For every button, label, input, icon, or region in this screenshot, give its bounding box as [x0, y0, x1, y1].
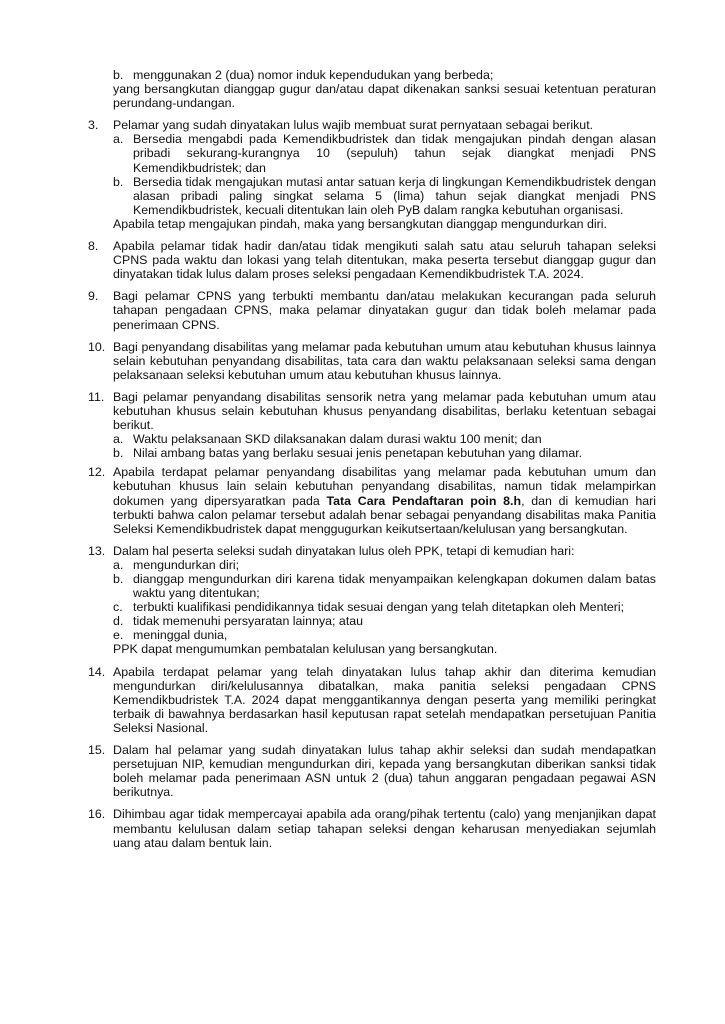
sub-item-text: meninggal dunia,	[133, 628, 228, 643]
sub-item-text: Bersedia tidak mengajukan mutasi antar satuan kerja di lingkungan Kemendikbudristek dengan alasan pribadi paling singkat selama 5 (lima) tahun sejak diangkat menjadi PNS Kemendikbudristek, kecuali ditentukan lain oleh PyB dalam rangka kebutuhan organisasi.	[133, 174, 656, 217]
item-text	[113, 465, 656, 535]
sub-item-text: menggunakan 2 (dua) nomor induk kependudukan yang berbeda;	[133, 68, 494, 82]
sub-item-text: Bersedia mengabdi pada Kemendikbudristek dan tidak mengajukan pindah dengan alasan pribadi sekurang-kurangnya 10 (sepuluh) tahun sejak diangkat menjadi PNS Kemendikbudristek; dan	[133, 132, 656, 175]
item-text: Dalam hal pelamar yang sudah dinyatakan lulus tahap akhir seleksi dan sudah mendapatkan persetujuan NIP, kemudian mengundurkan diri, kepada yang bersangkutan diberikan sanksi tidak boleh melamar pada penerimaan ASN untuk 2 (dua) tahun anggaran pengadaan pegawai ASN berikutnya.	[113, 743, 656, 800]
list-item-11	[88, 390, 656, 460]
item-text: Bagi pelamar CPNS yang terbukti membantu dan/atau melakukan kecurangan pada seluruh tahapan pengadaan CPNS, maka pelamar dinyatakan gugur dan tidak boleh melamar pada penerimaan CPNS.	[113, 289, 656, 332]
item-number: 3.	[88, 118, 99, 133]
sub-item-text: dianggap mengundurkan diri karena tidak menyampaikan kelengkapan dokumen dalam batas waktu yang ditentukan;	[133, 572, 656, 601]
sub-item	[113, 572, 656, 600]
sub-item-text: Nilai ambang batas yang berlaku sesuai jenis penetapan kebutuhan yang dilamar.	[133, 446, 583, 461]
sub-item-text: mengundurkan diri;	[133, 557, 240, 572]
item-after-text: Apabila tetap mengajukan pindah, maka yang bersangkutan dianggap mengundurkan diri.	[113, 216, 607, 231]
sub-item-text: Waktu pelaksanaan SKD dilaksanakan dalam durasi waktu 100 menit; dan	[133, 432, 542, 447]
sub-item	[113, 558, 656, 572]
sub-item-letter: b.	[113, 572, 124, 586]
list-item-16	[88, 807, 656, 849]
sub-item	[113, 175, 656, 217]
list-item-3	[88, 118, 656, 231]
sub-item-letter: d.	[113, 614, 124, 629]
list-item-15	[88, 743, 656, 799]
document-body	[88, 68, 656, 850]
sub-item	[113, 600, 656, 614]
sub-item	[113, 132, 656, 174]
item-number: 9.	[88, 289, 99, 304]
sub-item-letter: a.	[113, 432, 124, 447]
list-item-8	[88, 239, 656, 281]
item-text: Bagi pelamar penyandang disabilitas sensorik netra yang melamar pada kebutuhan umum atau kebutuhan khusus selain kebutuhan khusus penyandang disabilitas, berlaku ketentuan sebagai berikut.	[113, 389, 656, 433]
sub-item-letter: c.	[113, 600, 123, 615]
item-text: Apabila terdapat pelamar yang telah dinyatakan lulus tahap akhir dan diterima kemudian mengundurkan diri/kelulusannya dibatalkan, maka panitia seleksi pengadaan CPNS Kemendikbudristek T.A. 2024 dapat menggantikannya dengan peserta yang memiliki peringkat terbaik di bawahnya berdasarkan hasil keputusan rapat setelah mendapatkan persetujuan Panitia Seleksi Nasional.	[113, 664, 656, 735]
item-number: 12.	[88, 465, 106, 480]
sub-item-letter: b.	[113, 174, 124, 189]
sub-item-text: terbukti kualifikasi pendidikannya tidak sesuai dengan yang telah ditetapkan oleh Menteri;	[133, 600, 625, 615]
item-text: Bagi penyandang disabilitas yang melamar pada kebutuhan umum atau kebutuhan khusus lainnya selain kebutuhan penyandang disabilitas, tata cara dan waktu pelaksanaan seleksi sama dengan pelaksanaan seleksi kebutuhan umum atau kebutuhan khusus lainnya.	[113, 339, 656, 382]
list-item-12	[88, 465, 656, 535]
item-text: Pelamar yang sudah dinyatakan lulus wajib membuat surat pernyataan sebagai berikut.	[113, 118, 594, 133]
sub-item-letter: b.	[113, 68, 124, 82]
intro-conclusion: yang bersangkutan dianggap gugur dan/atau dapat dikenakan sanksi sesuai ketentuan peraturan perundang-undangan.	[113, 82, 656, 111]
item-number: 15.	[88, 743, 106, 758]
sub-item	[113, 432, 656, 446]
intro-block	[88, 68, 656, 110]
item-after-text: PPK dapat mengumumkan pembatalan kelulusan yang bersangkutan.	[113, 642, 498, 657]
sub-item-letter: a.	[113, 132, 124, 147]
bold-reference: Tata Cara Pendaftaran poin 8.h	[326, 493, 522, 508]
item-text: Dihimbau agar tidak mempercayai apabila ada orang/pihak tertentu (calo) yang menjanjikan dapat membantu kelulusan dalam setiap tahapan seleksi dengan keharusan menyediakan sejumlah uang atau dalam bentuk lain.	[113, 807, 656, 850]
item-number: 8.	[88, 239, 99, 254]
list-item-10	[88, 340, 656, 382]
sub-item	[113, 446, 656, 460]
sub-item	[113, 628, 656, 642]
item-text: Apabila pelamar tidak hadir dan/atau tidak mengikuti salah satu atau seluruh tahapan seleksi CPNS pada waktu dan lokasi yang telah ditentukan, maka peserta tersebut dianggap gugur dan dinyatakan tidak lulus dalam proses seleksi pengadaan Kemendikbudristek T.A. 2024.	[113, 239, 656, 282]
item-number: 16.	[88, 807, 106, 822]
item-number: 13.	[88, 543, 106, 558]
item-text-part: Apabila terdapat pelamar penyandang disabilitas yang melamar pada kebutuhan umum dan kebutuhan khusus lain selain kebutuhan penyandang disabilitas, namun tidak melampirkan dokumen yang dipersyaratkan pada	[113, 465, 656, 508]
item-number: 11.	[88, 389, 105, 404]
list-item-13	[88, 544, 656, 657]
list-item-14	[88, 665, 656, 735]
sub-item-letter: e.	[113, 628, 124, 643]
list-item-9	[88, 289, 656, 331]
sub-item-text: tidak memenuhi persyaratan lainnya; atau	[133, 614, 364, 629]
item-number: 10.	[88, 339, 106, 354]
intro-sub-item	[113, 68, 656, 82]
sub-item-letter: a.	[113, 557, 124, 572]
item-text: Dalam hal peserta seleksi sudah dinyatakan lulus oleh PPK, tetapi di kemudian hari:	[113, 543, 575, 558]
item-number: 14.	[88, 664, 106, 679]
sub-item-letter: b.	[113, 446, 124, 461]
item-text-part: , dan di kemudian hari terbukti bahwa calon pelamar tersebut adalah benar sebagai penyandang disabilitas maka Panitia Seleksi Kemendikbudristek dapat menggugurkan keikutsertaan/kelulusan yang bersangkutan.	[113, 493, 657, 536]
sub-item	[113, 614, 656, 628]
